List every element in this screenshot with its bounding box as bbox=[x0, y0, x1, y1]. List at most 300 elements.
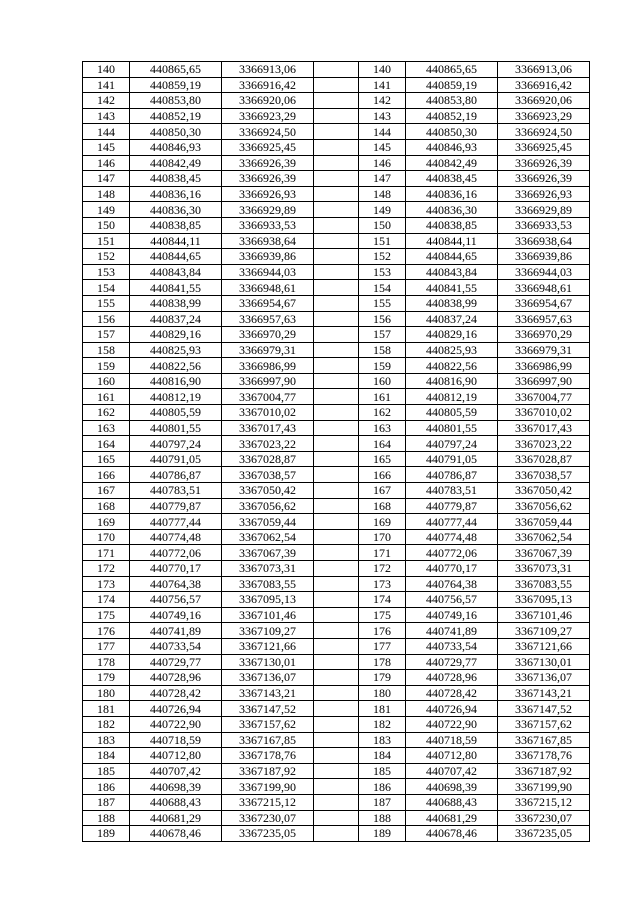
column-gap bbox=[314, 108, 359, 124]
left-x-coordinate-cell: 440722,90 bbox=[130, 716, 222, 732]
left-x-coordinate-cell: 440850,30 bbox=[130, 124, 222, 140]
left-x-coordinate-cell: 440718,59 bbox=[130, 732, 222, 748]
left-y-coordinate-cell: 3366926,39 bbox=[222, 171, 314, 187]
right-point-number-cell: 178 bbox=[359, 654, 406, 670]
right-point-number-cell: 189 bbox=[359, 826, 406, 842]
left-x-coordinate-cell: 440733,54 bbox=[130, 638, 222, 654]
document-page bbox=[82, 61, 590, 842]
left-y-coordinate-cell: 3367167,85 bbox=[222, 732, 314, 748]
left-point-number-cell: 161 bbox=[83, 389, 130, 405]
table-row bbox=[83, 654, 590, 670]
left-y-coordinate-cell: 3367004,77 bbox=[222, 389, 314, 405]
left-point-number-cell: 152 bbox=[83, 249, 130, 265]
table-row bbox=[83, 171, 590, 187]
left-x-coordinate-cell: 440829,16 bbox=[130, 327, 222, 343]
column-gap bbox=[314, 171, 359, 187]
left-x-coordinate-cell: 440844,11 bbox=[130, 233, 222, 249]
right-point-number-cell: 149 bbox=[359, 202, 406, 218]
left-x-coordinate-cell: 440728,42 bbox=[130, 685, 222, 701]
right-point-number-cell: 145 bbox=[359, 139, 406, 155]
left-x-coordinate-cell: 440772,06 bbox=[130, 545, 222, 561]
left-y-coordinate-cell: 3367136,07 bbox=[222, 670, 314, 686]
column-gap bbox=[314, 514, 359, 530]
right-point-number-cell: 173 bbox=[359, 576, 406, 592]
left-x-coordinate-cell: 440836,30 bbox=[130, 202, 222, 218]
left-y-coordinate-cell: 3367101,46 bbox=[222, 607, 314, 623]
right-point-number-cell: 188 bbox=[359, 810, 406, 826]
right-x-coordinate-cell: 440850,30 bbox=[406, 124, 498, 140]
right-y-coordinate-cell: 3367004,77 bbox=[498, 389, 590, 405]
right-x-coordinate-cell: 440688,43 bbox=[406, 794, 498, 810]
right-y-coordinate-cell: 3366926,39 bbox=[498, 171, 590, 187]
left-y-coordinate-cell: 3367109,27 bbox=[222, 623, 314, 639]
right-y-coordinate-cell: 3367017,43 bbox=[498, 420, 590, 436]
left-y-coordinate-cell: 3367062,54 bbox=[222, 529, 314, 545]
left-y-coordinate-cell: 3366913,06 bbox=[222, 62, 314, 78]
left-y-coordinate-cell: 3367143,21 bbox=[222, 685, 314, 701]
right-point-number-cell: 182 bbox=[359, 716, 406, 732]
column-gap bbox=[314, 561, 359, 577]
table-row bbox=[83, 420, 590, 436]
right-x-coordinate-cell: 440829,16 bbox=[406, 327, 498, 343]
right-y-coordinate-cell: 3367038,57 bbox=[498, 467, 590, 483]
left-y-coordinate-cell: 3366926,39 bbox=[222, 155, 314, 171]
left-x-coordinate-cell: 440741,89 bbox=[130, 623, 222, 639]
right-y-coordinate-cell: 3366926,39 bbox=[498, 155, 590, 171]
left-point-number-cell: 158 bbox=[83, 342, 130, 358]
left-x-coordinate-cell: 440805,59 bbox=[130, 405, 222, 421]
table-row bbox=[83, 576, 590, 592]
right-x-coordinate-cell: 440825,93 bbox=[406, 342, 498, 358]
left-y-coordinate-cell: 3366929,89 bbox=[222, 202, 314, 218]
left-point-number-cell: 185 bbox=[83, 763, 130, 779]
left-y-coordinate-cell: 3367235,05 bbox=[222, 826, 314, 842]
right-x-coordinate-cell: 440729,77 bbox=[406, 654, 498, 670]
left-point-number-cell: 180 bbox=[83, 685, 130, 701]
right-x-coordinate-cell: 440770,17 bbox=[406, 561, 498, 577]
right-point-number-cell: 154 bbox=[359, 280, 406, 296]
right-x-coordinate-cell: 440838,99 bbox=[406, 295, 498, 311]
right-point-number-cell: 183 bbox=[359, 732, 406, 748]
right-y-coordinate-cell: 3366970,29 bbox=[498, 327, 590, 343]
right-point-number-cell: 186 bbox=[359, 779, 406, 795]
column-gap bbox=[314, 295, 359, 311]
left-y-coordinate-cell: 3367187,92 bbox=[222, 763, 314, 779]
column-gap bbox=[314, 670, 359, 686]
right-point-number-cell: 146 bbox=[359, 155, 406, 171]
right-y-coordinate-cell: 3367095,13 bbox=[498, 592, 590, 608]
right-point-number-cell: 167 bbox=[359, 483, 406, 499]
column-gap bbox=[314, 202, 359, 218]
right-y-coordinate-cell: 3367121,66 bbox=[498, 638, 590, 654]
right-x-coordinate-cell: 440841,55 bbox=[406, 280, 498, 296]
left-x-coordinate-cell: 440822,56 bbox=[130, 358, 222, 374]
left-point-number-cell: 160 bbox=[83, 373, 130, 389]
right-x-coordinate-cell: 440852,19 bbox=[406, 108, 498, 124]
column-gap bbox=[314, 623, 359, 639]
left-x-coordinate-cell: 440812,19 bbox=[130, 389, 222, 405]
left-point-number-cell: 146 bbox=[83, 155, 130, 171]
column-gap bbox=[314, 373, 359, 389]
table-row bbox=[83, 685, 590, 701]
left-x-coordinate-cell: 440770,17 bbox=[130, 561, 222, 577]
right-point-number-cell: 164 bbox=[359, 436, 406, 452]
left-y-coordinate-cell: 3367059,44 bbox=[222, 514, 314, 530]
left-point-number-cell: 147 bbox=[83, 171, 130, 187]
table-row bbox=[83, 264, 590, 280]
column-gap bbox=[314, 638, 359, 654]
left-point-number-cell: 173 bbox=[83, 576, 130, 592]
table-row bbox=[83, 327, 590, 343]
table-row bbox=[83, 311, 590, 327]
column-gap bbox=[314, 701, 359, 717]
right-point-number-cell: 160 bbox=[359, 373, 406, 389]
right-point-number-cell: 185 bbox=[359, 763, 406, 779]
right-point-number-cell: 175 bbox=[359, 607, 406, 623]
left-point-number-cell: 157 bbox=[83, 327, 130, 343]
table-row bbox=[83, 217, 590, 233]
right-point-number-cell: 170 bbox=[359, 529, 406, 545]
left-y-coordinate-cell: 3366938,64 bbox=[222, 233, 314, 249]
right-point-number-cell: 144 bbox=[359, 124, 406, 140]
left-x-coordinate-cell: 440797,24 bbox=[130, 436, 222, 452]
left-x-coordinate-cell: 440678,46 bbox=[130, 826, 222, 842]
table-row bbox=[83, 779, 590, 795]
right-y-coordinate-cell: 3366979,31 bbox=[498, 342, 590, 358]
left-x-coordinate-cell: 440777,44 bbox=[130, 514, 222, 530]
column-gap bbox=[314, 732, 359, 748]
right-point-number-cell: 142 bbox=[359, 93, 406, 109]
left-point-number-cell: 166 bbox=[83, 467, 130, 483]
right-y-coordinate-cell: 3367028,87 bbox=[498, 451, 590, 467]
right-point-number-cell: 176 bbox=[359, 623, 406, 639]
left-point-number-cell: 163 bbox=[83, 420, 130, 436]
right-y-coordinate-cell: 3366986,99 bbox=[498, 358, 590, 374]
column-gap bbox=[314, 685, 359, 701]
right-y-coordinate-cell: 3367101,46 bbox=[498, 607, 590, 623]
left-y-coordinate-cell: 3366957,63 bbox=[222, 311, 314, 327]
right-point-number-cell: 157 bbox=[359, 327, 406, 343]
right-y-coordinate-cell: 3366925,45 bbox=[498, 139, 590, 155]
table-row bbox=[83, 249, 590, 265]
right-y-coordinate-cell: 3367067,39 bbox=[498, 545, 590, 561]
left-x-coordinate-cell: 440774,48 bbox=[130, 529, 222, 545]
right-x-coordinate-cell: 440722,90 bbox=[406, 716, 498, 732]
left-y-coordinate-cell: 3366923,29 bbox=[222, 108, 314, 124]
left-point-number-cell: 184 bbox=[83, 748, 130, 764]
left-x-coordinate-cell: 440841,55 bbox=[130, 280, 222, 296]
right-x-coordinate-cell: 440805,59 bbox=[406, 405, 498, 421]
left-point-number-cell: 151 bbox=[83, 233, 130, 249]
right-y-coordinate-cell: 3366924,50 bbox=[498, 124, 590, 140]
left-point-number-cell: 179 bbox=[83, 670, 130, 686]
left-x-coordinate-cell: 440837,24 bbox=[130, 311, 222, 327]
right-point-number-cell: 162 bbox=[359, 405, 406, 421]
table-row bbox=[83, 233, 590, 249]
left-point-number-cell: 153 bbox=[83, 264, 130, 280]
left-y-coordinate-cell: 3366970,29 bbox=[222, 327, 314, 343]
column-gap bbox=[314, 529, 359, 545]
left-y-coordinate-cell: 3366997,90 bbox=[222, 373, 314, 389]
table-row bbox=[83, 607, 590, 623]
coordinates-table bbox=[82, 61, 590, 842]
table-row bbox=[83, 514, 590, 530]
right-point-number-cell: 171 bbox=[359, 545, 406, 561]
right-point-number-cell: 184 bbox=[359, 748, 406, 764]
column-gap bbox=[314, 483, 359, 499]
right-point-number-cell: 151 bbox=[359, 233, 406, 249]
right-y-coordinate-cell: 3366957,63 bbox=[498, 311, 590, 327]
column-gap bbox=[314, 794, 359, 810]
right-x-coordinate-cell: 440859,19 bbox=[406, 77, 498, 93]
left-point-number-cell: 140 bbox=[83, 62, 130, 78]
right-x-coordinate-cell: 440772,06 bbox=[406, 545, 498, 561]
column-gap bbox=[314, 311, 359, 327]
left-x-coordinate-cell: 440853,80 bbox=[130, 93, 222, 109]
right-point-number-cell: 152 bbox=[359, 249, 406, 265]
left-x-coordinate-cell: 440707,42 bbox=[130, 763, 222, 779]
left-x-coordinate-cell: 440838,45 bbox=[130, 171, 222, 187]
table-row bbox=[83, 451, 590, 467]
left-point-number-cell: 188 bbox=[83, 810, 130, 826]
left-x-coordinate-cell: 440681,29 bbox=[130, 810, 222, 826]
left-y-coordinate-cell: 3367073,31 bbox=[222, 561, 314, 577]
left-point-number-cell: 172 bbox=[83, 561, 130, 577]
right-point-number-cell: 158 bbox=[359, 342, 406, 358]
left-x-coordinate-cell: 440779,87 bbox=[130, 498, 222, 514]
column-gap bbox=[314, 748, 359, 764]
table-row bbox=[83, 545, 590, 561]
table-row bbox=[83, 342, 590, 358]
left-y-coordinate-cell: 3367028,87 bbox=[222, 451, 314, 467]
right-x-coordinate-cell: 440764,38 bbox=[406, 576, 498, 592]
right-y-coordinate-cell: 3367056,62 bbox=[498, 498, 590, 514]
right-x-coordinate-cell: 440678,46 bbox=[406, 826, 498, 842]
right-point-number-cell: 166 bbox=[359, 467, 406, 483]
right-x-coordinate-cell: 440777,44 bbox=[406, 514, 498, 530]
left-y-coordinate-cell: 3367130,01 bbox=[222, 654, 314, 670]
table-row bbox=[83, 561, 590, 577]
left-y-coordinate-cell: 3366944,03 bbox=[222, 264, 314, 280]
column-gap bbox=[314, 264, 359, 280]
right-y-coordinate-cell: 3366944,03 bbox=[498, 264, 590, 280]
right-point-number-cell: 161 bbox=[359, 389, 406, 405]
right-y-coordinate-cell: 3367023,22 bbox=[498, 436, 590, 452]
right-x-coordinate-cell: 440786,87 bbox=[406, 467, 498, 483]
column-gap bbox=[314, 498, 359, 514]
left-x-coordinate-cell: 440838,99 bbox=[130, 295, 222, 311]
left-y-coordinate-cell: 3367121,66 bbox=[222, 638, 314, 654]
table-row bbox=[83, 202, 590, 218]
right-x-coordinate-cell: 440842,49 bbox=[406, 155, 498, 171]
table-row bbox=[83, 483, 590, 499]
left-point-number-cell: 176 bbox=[83, 623, 130, 639]
right-x-coordinate-cell: 440707,42 bbox=[406, 763, 498, 779]
left-x-coordinate-cell: 440698,39 bbox=[130, 779, 222, 795]
right-point-number-cell: 155 bbox=[359, 295, 406, 311]
left-point-number-cell: 155 bbox=[83, 295, 130, 311]
right-point-number-cell: 150 bbox=[359, 217, 406, 233]
table-row bbox=[83, 748, 590, 764]
column-gap bbox=[314, 186, 359, 202]
right-y-coordinate-cell: 3367136,07 bbox=[498, 670, 590, 686]
table-row bbox=[83, 155, 590, 171]
column-gap bbox=[314, 155, 359, 171]
left-y-coordinate-cell: 3367038,57 bbox=[222, 467, 314, 483]
right-y-coordinate-cell: 3367109,27 bbox=[498, 623, 590, 639]
left-y-coordinate-cell: 3367157,62 bbox=[222, 716, 314, 732]
column-gap bbox=[314, 810, 359, 826]
right-y-coordinate-cell: 3366913,06 bbox=[498, 62, 590, 78]
right-y-coordinate-cell: 3367157,62 bbox=[498, 716, 590, 732]
left-point-number-cell: 174 bbox=[83, 592, 130, 608]
right-x-coordinate-cell: 440844,65 bbox=[406, 249, 498, 265]
left-x-coordinate-cell: 440749,16 bbox=[130, 607, 222, 623]
right-point-number-cell: 172 bbox=[359, 561, 406, 577]
left-point-number-cell: 143 bbox=[83, 108, 130, 124]
column-gap bbox=[314, 592, 359, 608]
right-y-coordinate-cell: 3367215,12 bbox=[498, 794, 590, 810]
table-row bbox=[83, 77, 590, 93]
table-row bbox=[83, 62, 590, 78]
left-x-coordinate-cell: 440825,93 bbox=[130, 342, 222, 358]
right-x-coordinate-cell: 440698,39 bbox=[406, 779, 498, 795]
right-x-coordinate-cell: 440774,48 bbox=[406, 529, 498, 545]
right-x-coordinate-cell: 440797,24 bbox=[406, 436, 498, 452]
left-point-number-cell: 171 bbox=[83, 545, 130, 561]
left-point-number-cell: 175 bbox=[83, 607, 130, 623]
left-x-coordinate-cell: 440756,57 bbox=[130, 592, 222, 608]
column-gap bbox=[314, 389, 359, 405]
right-x-coordinate-cell: 440838,85 bbox=[406, 217, 498, 233]
table-row bbox=[83, 498, 590, 514]
right-point-number-cell: 180 bbox=[359, 685, 406, 701]
table-row bbox=[83, 763, 590, 779]
left-point-number-cell: 145 bbox=[83, 139, 130, 155]
left-y-coordinate-cell: 3367095,13 bbox=[222, 592, 314, 608]
left-y-coordinate-cell: 3366933,53 bbox=[222, 217, 314, 233]
coordinates-table-body bbox=[83, 62, 590, 842]
right-y-coordinate-cell: 3367230,07 bbox=[498, 810, 590, 826]
right-y-coordinate-cell: 3367167,85 bbox=[498, 732, 590, 748]
right-x-coordinate-cell: 440756,57 bbox=[406, 592, 498, 608]
column-gap bbox=[314, 62, 359, 78]
left-y-coordinate-cell: 3367056,62 bbox=[222, 498, 314, 514]
column-gap bbox=[314, 607, 359, 623]
right-x-coordinate-cell: 440741,89 bbox=[406, 623, 498, 639]
left-point-number-cell: 154 bbox=[83, 280, 130, 296]
column-gap bbox=[314, 233, 359, 249]
left-y-coordinate-cell: 3367178,76 bbox=[222, 748, 314, 764]
right-x-coordinate-cell: 440718,59 bbox=[406, 732, 498, 748]
right-x-coordinate-cell: 440733,54 bbox=[406, 638, 498, 654]
left-y-coordinate-cell: 3366916,42 bbox=[222, 77, 314, 93]
right-x-coordinate-cell: 440812,19 bbox=[406, 389, 498, 405]
right-point-number-cell: 143 bbox=[359, 108, 406, 124]
left-x-coordinate-cell: 440801,55 bbox=[130, 420, 222, 436]
right-x-coordinate-cell: 440836,30 bbox=[406, 202, 498, 218]
left-x-coordinate-cell: 440846,93 bbox=[130, 139, 222, 155]
right-y-coordinate-cell: 3366920,06 bbox=[498, 93, 590, 109]
left-x-coordinate-cell: 440786,87 bbox=[130, 467, 222, 483]
left-point-number-cell: 164 bbox=[83, 436, 130, 452]
table-row bbox=[83, 358, 590, 374]
column-gap bbox=[314, 420, 359, 436]
column-gap bbox=[314, 405, 359, 421]
left-point-number-cell: 177 bbox=[83, 638, 130, 654]
right-x-coordinate-cell: 440791,05 bbox=[406, 451, 498, 467]
right-point-number-cell: 181 bbox=[359, 701, 406, 717]
right-y-coordinate-cell: 3366938,64 bbox=[498, 233, 590, 249]
right-point-number-cell: 141 bbox=[359, 77, 406, 93]
right-y-coordinate-cell: 3367199,90 bbox=[498, 779, 590, 795]
left-y-coordinate-cell: 3366939,86 bbox=[222, 249, 314, 265]
left-point-number-cell: 178 bbox=[83, 654, 130, 670]
table-row bbox=[83, 794, 590, 810]
column-gap bbox=[314, 763, 359, 779]
left-point-number-cell: 165 bbox=[83, 451, 130, 467]
column-gap bbox=[314, 716, 359, 732]
left-y-coordinate-cell: 3367199,90 bbox=[222, 779, 314, 795]
right-y-coordinate-cell: 3366923,29 bbox=[498, 108, 590, 124]
table-row bbox=[83, 732, 590, 748]
right-y-coordinate-cell: 3367130,01 bbox=[498, 654, 590, 670]
table-row bbox=[83, 186, 590, 202]
right-x-coordinate-cell: 440779,87 bbox=[406, 498, 498, 514]
left-x-coordinate-cell: 440726,94 bbox=[130, 701, 222, 717]
left-x-coordinate-cell: 440865,65 bbox=[130, 62, 222, 78]
left-point-number-cell: 186 bbox=[83, 779, 130, 795]
column-gap bbox=[314, 124, 359, 140]
column-gap bbox=[314, 93, 359, 109]
left-x-coordinate-cell: 440838,85 bbox=[130, 217, 222, 233]
column-gap bbox=[314, 77, 359, 93]
left-x-coordinate-cell: 440791,05 bbox=[130, 451, 222, 467]
left-point-number-cell: 149 bbox=[83, 202, 130, 218]
column-gap bbox=[314, 217, 359, 233]
table-row bbox=[83, 93, 590, 109]
column-gap bbox=[314, 467, 359, 483]
column-gap bbox=[314, 280, 359, 296]
left-y-coordinate-cell: 3366926,93 bbox=[222, 186, 314, 202]
table-row bbox=[83, 108, 590, 124]
left-point-number-cell: 169 bbox=[83, 514, 130, 530]
left-x-coordinate-cell: 440852,19 bbox=[130, 108, 222, 124]
right-y-coordinate-cell: 3367235,05 bbox=[498, 826, 590, 842]
right-x-coordinate-cell: 440837,24 bbox=[406, 311, 498, 327]
right-x-coordinate-cell: 440853,80 bbox=[406, 93, 498, 109]
left-x-coordinate-cell: 440783,51 bbox=[130, 483, 222, 499]
right-x-coordinate-cell: 440749,16 bbox=[406, 607, 498, 623]
right-point-number-cell: 156 bbox=[359, 311, 406, 327]
right-y-coordinate-cell: 3367073,31 bbox=[498, 561, 590, 577]
left-y-coordinate-cell: 3366920,06 bbox=[222, 93, 314, 109]
column-gap bbox=[314, 545, 359, 561]
right-point-number-cell: 174 bbox=[359, 592, 406, 608]
table-row bbox=[83, 405, 590, 421]
left-y-coordinate-cell: 3367050,42 bbox=[222, 483, 314, 499]
left-point-number-cell: 182 bbox=[83, 716, 130, 732]
table-row bbox=[83, 701, 590, 717]
right-point-number-cell: 159 bbox=[359, 358, 406, 374]
right-point-number-cell: 140 bbox=[359, 62, 406, 78]
column-gap bbox=[314, 576, 359, 592]
right-y-coordinate-cell: 3367187,92 bbox=[498, 763, 590, 779]
column-gap bbox=[314, 139, 359, 155]
right-x-coordinate-cell: 440728,96 bbox=[406, 670, 498, 686]
table-row bbox=[83, 124, 590, 140]
right-y-coordinate-cell: 3366997,90 bbox=[498, 373, 590, 389]
